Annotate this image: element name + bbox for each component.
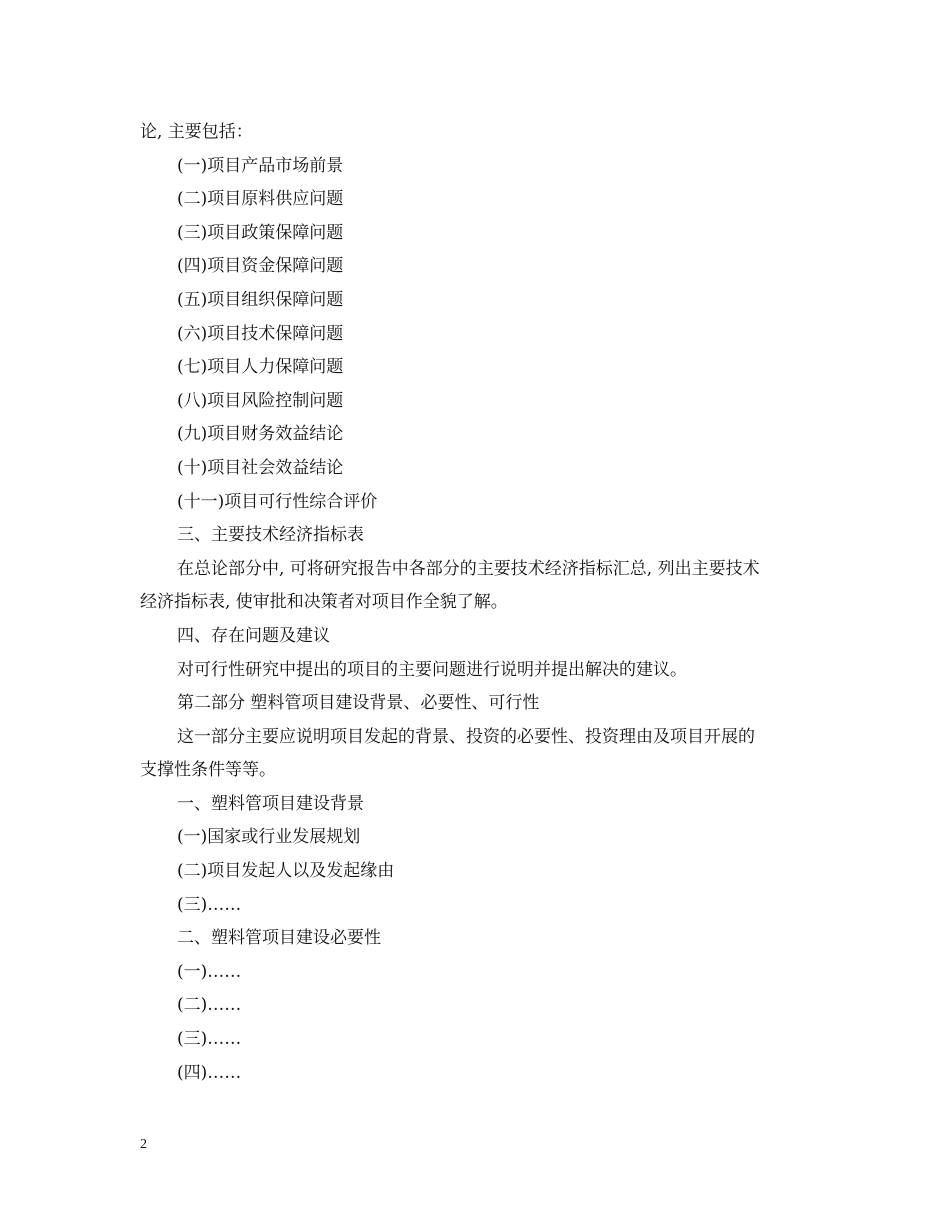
page-number: 2 <box>140 1137 147 1152</box>
section-heading: 三、主要技术经济指标表 <box>177 525 364 546</box>
text-line: (一)…… <box>177 961 242 982</box>
section-heading: 四、存在问题及建议 <box>177 625 330 646</box>
text-line: (二)项目原料供应问题 <box>177 189 344 210</box>
text-line: (九)项目财务效益结论 <box>177 424 344 445</box>
text-line: (三)…… <box>177 1029 242 1050</box>
text-line: 论, 主要包括： <box>140 122 253 142</box>
text-line: (二)…… <box>177 995 242 1016</box>
text-line: (八)项目风险控制问题 <box>177 390 344 411</box>
paragraph-line: 经济指标表, 使审批和决策者对项目作全貌了解。 <box>140 592 508 613</box>
text-line: (二)项目发起人以及发起缘由 <box>177 861 395 882</box>
section-heading: 二、塑料管项目建设必要性 <box>177 928 381 949</box>
text-line: (一)国家或行业发展规划 <box>177 827 361 848</box>
text-line: (三)…… <box>177 894 242 915</box>
paragraph-line: 这一部分主要应说明项目发起的背景、投资的必要性、投资理由及项目开展的 <box>177 726 755 747</box>
text-line: (五)项目组织保障问题 <box>177 289 344 310</box>
text-line: (四)项目资金保障问题 <box>177 256 344 277</box>
section-heading: 一、塑料管项目建设背景 <box>177 793 364 814</box>
part-heading: 第二部分 塑料管项目建设背景、必要性、可行性 <box>177 693 540 714</box>
text-line: (十)项目社会效益结论 <box>177 457 344 478</box>
paragraph-line: 支撑性条件等等。 <box>140 760 276 781</box>
text-line: (四)…… <box>177 1062 242 1083</box>
paragraph-line: 在总论部分中, 可将研究报告中各部分的主要技术经济指标汇总, 列出主要技术 <box>177 558 760 579</box>
document-body <box>140 116 815 1090</box>
paragraph-line: 对可行性研究中提出的项目的主要问题进行说明并提出解决的建议。 <box>177 659 687 680</box>
text-line: (六)项目技术保障问题 <box>177 323 344 344</box>
text-line: (十一)项目可行性综合评价 <box>177 491 378 512</box>
text-line: (三)项目政策保障问题 <box>177 222 344 243</box>
text-line: (七)项目人力保障问题 <box>177 357 344 378</box>
text-line: (一)项目产品市场前景 <box>177 155 344 176</box>
